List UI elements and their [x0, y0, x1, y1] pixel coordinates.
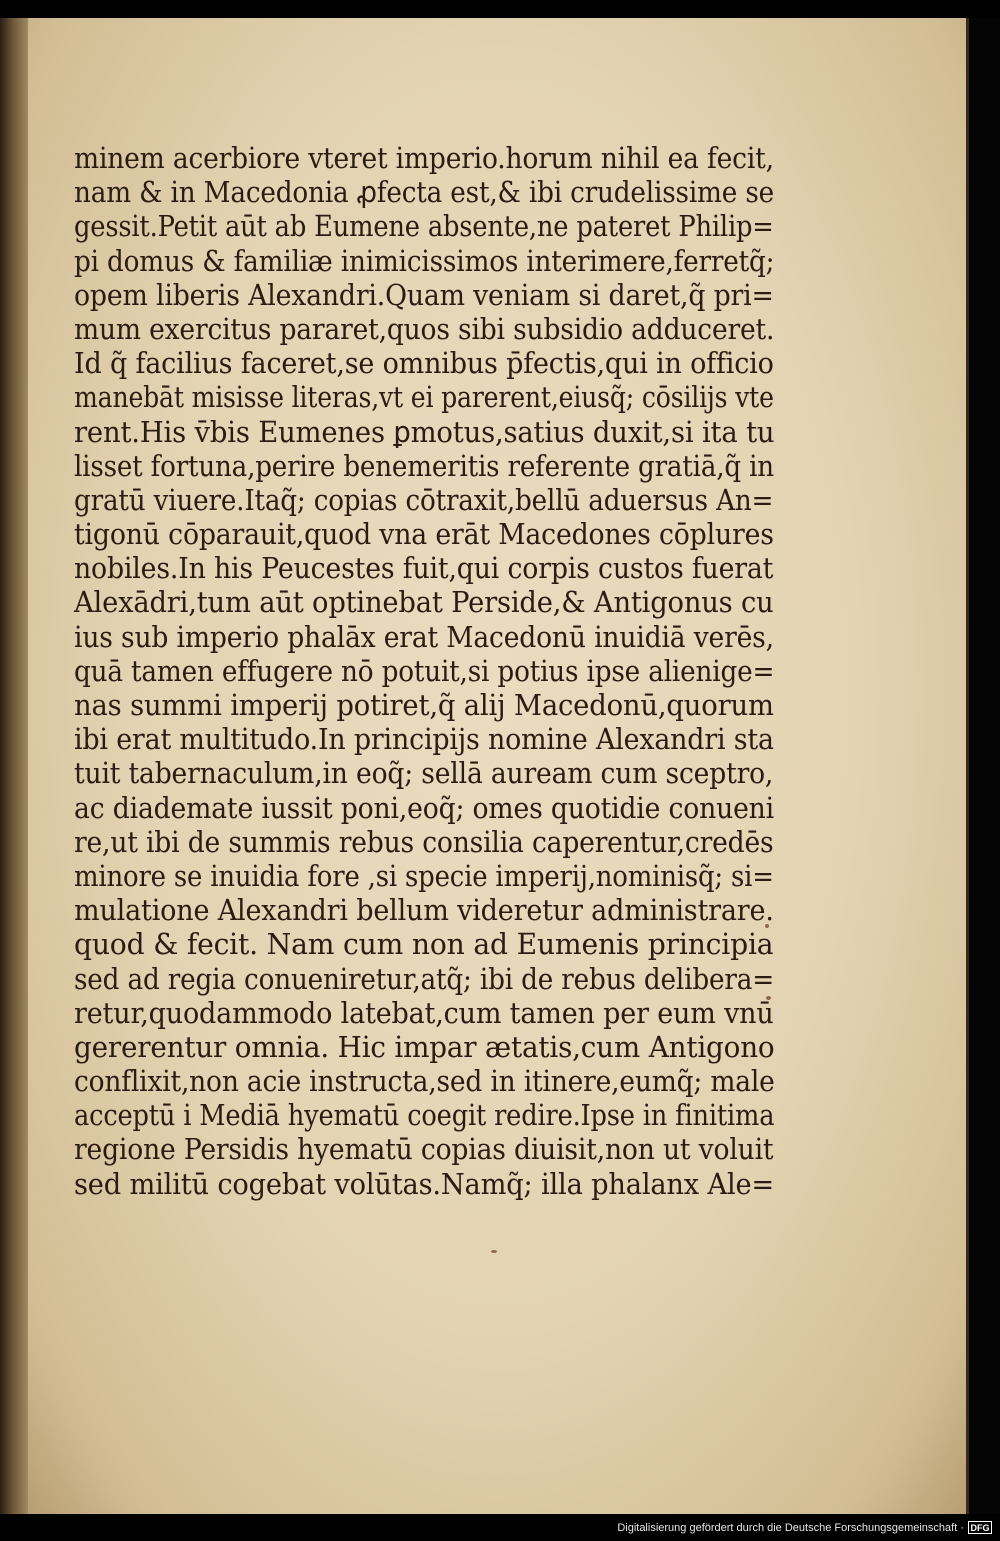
text-line: quā tamen effugere nō potuit,si potius ipse alienige=: [74, 653, 775, 688]
text-line: minem acerbiore vteret imperio.horum nihil ea fecit,: [74, 141, 774, 175]
text-line: conflixit,non acie instructa,sed in itinere,eumq̃; male: [74, 1064, 775, 1099]
text-line: manebāt misisse literas,vt ei parerent,eiusq̃; cōsilijs vte: [74, 380, 774, 415]
main-text-block: [74, 141, 774, 1201]
book-spine-edge: [0, 18, 28, 1514]
page-right-edge: [969, 18, 1000, 1514]
footer-bar: [0, 1514, 1000, 1541]
text-line: Id q̃ facilius faceret,se omnibus p̄fectis,qui in officio: [74, 346, 774, 381]
text-line: acceptū i Mediā hyematū coegit redire.Ipse in finitima: [74, 1098, 775, 1133]
text-line: tigonū cōparauit,quod vna erāt Macedones cōplures: [74, 517, 774, 552]
text-line: pi domus & familiæ inimicissimos interimere,ferretq̃;: [74, 243, 775, 278]
text-line: retur,quodammodo latebat,cum tamen per eum vnū: [74, 995, 774, 1030]
text-line: ibi erat multitudo.In principijs nomine Alexandri sta: [74, 722, 774, 757]
text-line: quod & fecit. Nam cum non ad Eumenis principia: [74, 927, 774, 962]
text-line: mulatione Alexandri bellum videretur administrare.: [74, 893, 774, 928]
text-line: gessit.Petit aūt ab Eumene absente,ne pateret Philip=: [74, 209, 774, 244]
text-line: gratū viuere.Itaq̃; copias cōtraxit,bellū aduersus An=: [74, 482, 774, 517]
text-line: mum exercitus pararet,quos sibi subsidio adduceret.: [74, 311, 775, 346]
text-line: nobiles.In his Peucestes fuit,qui corpis custos fuerat: [74, 551, 774, 586]
text-line: minore se inuidia fore ,si specie imperij,nominisq̃; si=: [74, 858, 774, 893]
text-line: sed ad regia conueniretur,atq̃; ibi de rebus delibera=: [74, 961, 775, 996]
text-line: lisset fortuna,perire benemeritis referente gratiā,q̃ in: [74, 448, 774, 483]
text-line: re,ut ibi de summis rebus consilia caperentur,credēs: [74, 824, 774, 859]
text-line: nas summi imperij potiret,q̃ alij Macedonū,quorum: [74, 688, 774, 722]
text-line: ius sub imperio phalāx erat Macedonū inuidiā verēs,: [74, 619, 774, 654]
text-line: sed militū cogebat volūtas.Namq̃; illa phalanx Ale=: [74, 1166, 775, 1201]
text-line: ac diademate iussit poni,eoq̃; omes quotidie conueni: [74, 790, 775, 825]
text-line: regione Persidis hyematū copias diuisit,non ut voluit: [74, 1132, 774, 1167]
ink-speck: [491, 1250, 497, 1253]
text-line: gererentur omnia. Hic impar ætatis,cum Antigono: [74, 1029, 775, 1064]
text-line: tuit tabernaculum,in eoq̃; sellā auream cum sceptro,: [74, 756, 774, 791]
text-line: rent.His v̄bis Eumenes ꝑmotus,satius duxit,si ita tu: [74, 414, 775, 449]
dfg-logo: DFG: [968, 1521, 992, 1534]
text-line: Alexādri,tum aūt optinebat Perside,& Antigonus cu: [74, 585, 774, 620]
text-line: nam & in Macedonia ꝓfecta est,& ibi crudelissime se: [74, 175, 774, 210]
digitization-credit: Digitalisierung gefördert durch die Deutsche Forschungsgemeinschaft ·: [617, 1522, 964, 1534]
text-line: opem liberis Alexandri.Quam veniam si daret,q̃ pri=: [74, 277, 774, 312]
